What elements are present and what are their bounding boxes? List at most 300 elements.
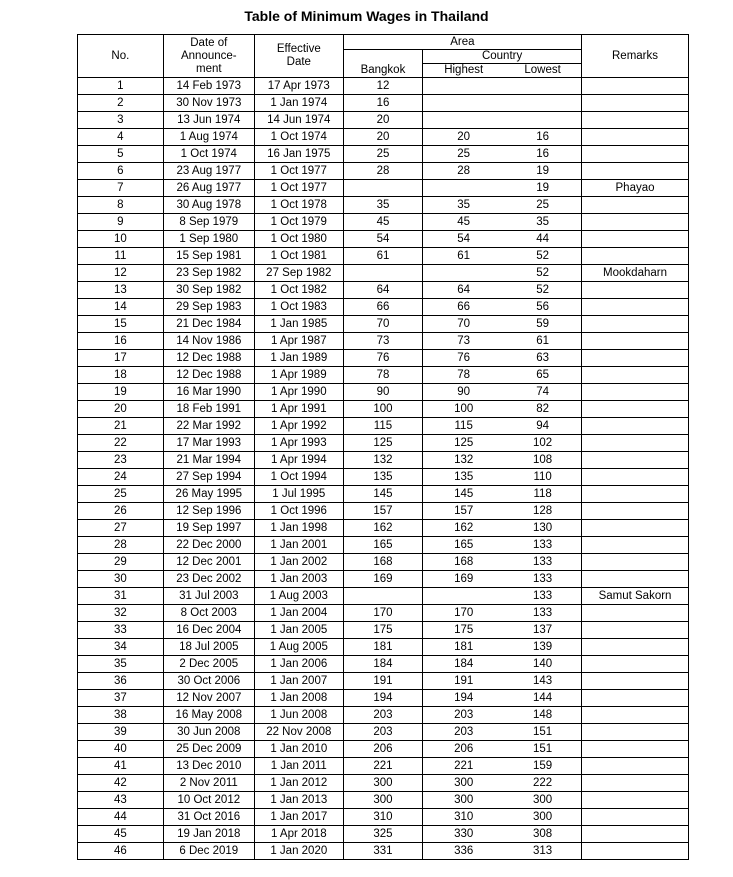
cell-bangkok: 66 xyxy=(343,299,422,316)
cell-country-lowest xyxy=(504,95,581,112)
cell-no: 3 xyxy=(78,112,164,129)
cell-country-lowest: 108 xyxy=(504,452,581,469)
cell-no: 13 xyxy=(78,282,164,299)
table-row xyxy=(78,299,689,316)
cell-remarks xyxy=(582,792,689,809)
cell-remarks: Phayao xyxy=(582,180,689,197)
cell-announcement-date: 19 Sep 1997 xyxy=(163,520,254,537)
table-row xyxy=(78,350,689,367)
table-row xyxy=(78,775,689,792)
table-row xyxy=(78,469,689,486)
cell-remarks xyxy=(582,452,689,469)
header-announcement-line-1: Date of xyxy=(190,36,228,49)
cell-country-highest: 157 xyxy=(423,503,505,520)
cell-country-highest: 45 xyxy=(423,214,505,231)
cell-country-highest: 54 xyxy=(423,231,505,248)
cell-effective-date: 1 Oct 1977 xyxy=(254,180,343,197)
cell-country-highest: 61 xyxy=(423,248,505,265)
cell-country-highest: 169 xyxy=(423,571,505,588)
cell-no: 29 xyxy=(78,554,164,571)
cell-country-highest: 206 xyxy=(423,741,505,758)
cell-effective-date: 1 Oct 1981 xyxy=(254,248,343,265)
cell-bangkok: 194 xyxy=(343,690,422,707)
table-row xyxy=(78,843,689,860)
cell-country-highest: 336 xyxy=(423,843,505,860)
cell-no: 4 xyxy=(78,129,164,146)
cell-country-highest xyxy=(423,265,505,282)
table-row xyxy=(78,690,689,707)
cell-announcement-date: 31 Jul 2003 xyxy=(163,588,254,605)
table-row xyxy=(78,231,689,248)
cell-country-highest: 330 xyxy=(423,826,505,843)
cell-country-highest: 115 xyxy=(423,418,505,435)
cell-no: 5 xyxy=(78,146,164,163)
cell-remarks xyxy=(582,95,689,112)
cell-remarks xyxy=(582,231,689,248)
cell-country-highest: 168 xyxy=(423,554,505,571)
cell-effective-date: 1 Apr 1993 xyxy=(254,435,343,452)
cell-no: 43 xyxy=(78,792,164,809)
cell-bangkok: 145 xyxy=(343,486,422,503)
cell-no: 46 xyxy=(78,843,164,860)
cell-country-highest: 310 xyxy=(423,809,505,826)
cell-remarks xyxy=(582,333,689,350)
cell-announcement-date: 23 Aug 1977 xyxy=(163,163,254,180)
cell-announcement-date: 23 Dec 2002 xyxy=(163,571,254,588)
cell-remarks xyxy=(582,520,689,537)
cell-country-lowest: 313 xyxy=(504,843,581,860)
cell-country-lowest xyxy=(504,112,581,129)
cell-bangkok: 175 xyxy=(343,622,422,639)
cell-no: 27 xyxy=(78,520,164,537)
table-row xyxy=(78,554,689,571)
cell-announcement-date: 16 Mar 1990 xyxy=(163,384,254,401)
cell-bangkok: 310 xyxy=(343,809,422,826)
cell-bangkok xyxy=(343,588,422,605)
cell-no: 39 xyxy=(78,724,164,741)
cell-bangkok: 170 xyxy=(343,605,422,622)
cell-effective-date: 1 Jun 2008 xyxy=(254,707,343,724)
header-effective-line-1: Effective xyxy=(276,43,321,55)
cell-effective-date: 1 Jan 1985 xyxy=(254,316,343,333)
cell-effective-date: 1 Jan 2004 xyxy=(254,605,343,622)
cell-country-highest: 64 xyxy=(423,282,505,299)
cell-effective-date: 22 Nov 2008 xyxy=(254,724,343,741)
cell-remarks xyxy=(582,367,689,384)
cell-effective-date: 1 Oct 1996 xyxy=(254,503,343,520)
cell-bangkok: 203 xyxy=(343,707,422,724)
table-row xyxy=(78,486,689,503)
cell-remarks xyxy=(582,401,689,418)
cell-no: 31 xyxy=(78,588,164,605)
cell-effective-date: 16 Jan 1975 xyxy=(254,146,343,163)
cell-country-highest: 221 xyxy=(423,758,505,775)
table-row xyxy=(78,724,689,741)
cell-country-highest: 100 xyxy=(423,401,505,418)
cell-remarks xyxy=(582,316,689,333)
header-effective-line-2: Date xyxy=(286,56,311,68)
header-effective-date xyxy=(254,35,343,78)
cell-no: 42 xyxy=(78,775,164,792)
cell-announcement-date: 10 Oct 2012 xyxy=(163,792,254,809)
cell-country-lowest: 19 xyxy=(504,163,581,180)
cell-remarks: Mookdaharn xyxy=(582,265,689,282)
cell-country-lowest: 61 xyxy=(504,333,581,350)
cell-announcement-date: 13 Dec 2010 xyxy=(163,758,254,775)
cell-effective-date: 17 Apr 1973 xyxy=(254,78,343,95)
cell-remarks xyxy=(582,214,689,231)
cell-effective-date: 1 Oct 1978 xyxy=(254,197,343,214)
cell-no: 19 xyxy=(78,384,164,401)
cell-effective-date: 1 Oct 1994 xyxy=(254,469,343,486)
cell-no: 45 xyxy=(78,826,164,843)
cell-bangkok: 203 xyxy=(343,724,422,741)
cell-announcement-date: 18 Jul 2005 xyxy=(163,639,254,656)
cell-remarks xyxy=(582,741,689,758)
cell-announcement-date: 26 Aug 1977 xyxy=(163,180,254,197)
cell-effective-date: 1 Jan 2003 xyxy=(254,571,343,588)
cell-effective-date: 1 Jan 1998 xyxy=(254,520,343,537)
cell-remarks xyxy=(582,826,689,843)
table-row xyxy=(78,248,689,265)
cell-country-lowest: 52 xyxy=(504,248,581,265)
cell-bangkok: 64 xyxy=(343,282,422,299)
cell-announcement-date: 30 Aug 1978 xyxy=(163,197,254,214)
cell-country-lowest: 133 xyxy=(504,588,581,605)
cell-announcement-date: 29 Sep 1983 xyxy=(163,299,254,316)
cell-effective-date: 1 Oct 1977 xyxy=(254,163,343,180)
cell-no: 22 xyxy=(78,435,164,452)
cell-announcement-date: 22 Mar 1992 xyxy=(163,418,254,435)
table-row xyxy=(78,622,689,639)
cell-country-lowest: 140 xyxy=(504,656,581,673)
cell-remarks xyxy=(582,248,689,265)
cell-effective-date: 1 Jan 2011 xyxy=(254,758,343,775)
cell-no: 6 xyxy=(78,163,164,180)
cell-no: 37 xyxy=(78,690,164,707)
cell-no: 38 xyxy=(78,707,164,724)
cell-country-lowest: 74 xyxy=(504,384,581,401)
cell-no: 8 xyxy=(78,197,164,214)
cell-remarks xyxy=(582,571,689,588)
table-row xyxy=(78,282,689,299)
cell-country-highest: 35 xyxy=(423,197,505,214)
cell-country-lowest: 59 xyxy=(504,316,581,333)
table-header xyxy=(78,35,689,78)
cell-remarks xyxy=(582,554,689,571)
cell-country-highest: 125 xyxy=(423,435,505,452)
cell-country-lowest: 102 xyxy=(504,435,581,452)
header-highest: Highest xyxy=(423,64,505,78)
table-row xyxy=(78,180,689,197)
cell-effective-date: 1 Jan 2010 xyxy=(254,741,343,758)
table-row xyxy=(78,197,689,214)
cell-announcement-date: 12 Dec 1988 xyxy=(163,350,254,367)
cell-announcement-date: 2 Dec 2005 xyxy=(163,656,254,673)
cell-country-lowest: 16 xyxy=(504,146,581,163)
table-row xyxy=(78,129,689,146)
cell-bangkok: 162 xyxy=(343,520,422,537)
cell-no: 41 xyxy=(78,758,164,775)
cell-announcement-date: 14 Feb 1973 xyxy=(163,78,254,95)
cell-country-highest: 145 xyxy=(423,486,505,503)
cell-bangkok: 25 xyxy=(343,146,422,163)
cell-effective-date: 1 Apr 1994 xyxy=(254,452,343,469)
cell-no: 14 xyxy=(78,299,164,316)
cell-no: 20 xyxy=(78,401,164,418)
cell-country-highest: 165 xyxy=(423,537,505,554)
table-row xyxy=(78,520,689,537)
cell-bangkok: 125 xyxy=(343,435,422,452)
cell-country-highest: 191 xyxy=(423,673,505,690)
cell-effective-date: 1 Jan 2020 xyxy=(254,843,343,860)
cell-effective-date: 1 Apr 1992 xyxy=(254,418,343,435)
table-row xyxy=(78,333,689,350)
cell-announcement-date: 14 Nov 1986 xyxy=(163,333,254,350)
cell-bangkok xyxy=(343,265,422,282)
cell-announcement-date: 13 Jun 1974 xyxy=(163,112,254,129)
cell-country-lowest: 137 xyxy=(504,622,581,639)
cell-bangkok: 300 xyxy=(343,775,422,792)
cell-announcement-date: 16 Dec 2004 xyxy=(163,622,254,639)
cell-country-highest: 300 xyxy=(423,775,505,792)
table-row xyxy=(78,163,689,180)
cell-bangkok: 206 xyxy=(343,741,422,758)
cell-no: 15 xyxy=(78,316,164,333)
table-row xyxy=(78,112,689,129)
cell-announcement-date: 21 Dec 1984 xyxy=(163,316,254,333)
cell-country-lowest: 52 xyxy=(504,282,581,299)
cell-country-lowest: 94 xyxy=(504,418,581,435)
cell-remarks xyxy=(582,146,689,163)
cell-remarks xyxy=(582,163,689,180)
cell-no: 33 xyxy=(78,622,164,639)
cell-bangkok: 165 xyxy=(343,537,422,554)
cell-country-highest: 73 xyxy=(423,333,505,350)
cell-country-highest xyxy=(423,78,505,95)
table-row xyxy=(78,792,689,809)
header-announcement-line-2: Announce- xyxy=(180,49,237,62)
cell-no: 16 xyxy=(78,333,164,350)
cell-no: 44 xyxy=(78,809,164,826)
cell-no: 18 xyxy=(78,367,164,384)
cell-remarks xyxy=(582,469,689,486)
table-row xyxy=(78,588,689,605)
cell-remarks xyxy=(582,503,689,520)
cell-country-highest: 20 xyxy=(423,129,505,146)
table-row xyxy=(78,656,689,673)
cell-country-highest: 181 xyxy=(423,639,505,656)
cell-effective-date: 1 Apr 1987 xyxy=(254,333,343,350)
cell-no: 2 xyxy=(78,95,164,112)
cell-remarks xyxy=(582,537,689,554)
cell-announcement-date: 23 Sep 1982 xyxy=(163,265,254,282)
cell-country-highest xyxy=(423,180,505,197)
cell-effective-date: 1 Jan 1974 xyxy=(254,95,343,112)
table-row xyxy=(78,384,689,401)
cell-bangkok: 70 xyxy=(343,316,422,333)
cell-bangkok xyxy=(343,180,422,197)
cell-effective-date: 1 Oct 1982 xyxy=(254,282,343,299)
cell-effective-date: 27 Sep 1982 xyxy=(254,265,343,282)
cell-country-lowest: 151 xyxy=(504,741,581,758)
cell-effective-date: 1 Aug 2003 xyxy=(254,588,343,605)
cell-no: 11 xyxy=(78,248,164,265)
cell-no: 35 xyxy=(78,656,164,673)
cell-remarks xyxy=(582,673,689,690)
cell-bangkok: 115 xyxy=(343,418,422,435)
table-row xyxy=(78,503,689,520)
cell-bangkok: 35 xyxy=(343,197,422,214)
cell-country-lowest: 300 xyxy=(504,809,581,826)
cell-effective-date: 1 Jan 2001 xyxy=(254,537,343,554)
cell-effective-date: 1 Jan 2017 xyxy=(254,809,343,826)
cell-no: 28 xyxy=(78,537,164,554)
table-title: Table of Minimum Wages in Thailand xyxy=(244,8,489,24)
cell-bangkok: 78 xyxy=(343,367,422,384)
cell-bangkok: 135 xyxy=(343,469,422,486)
cell-no: 10 xyxy=(78,231,164,248)
cell-announcement-date: 18 Feb 1991 xyxy=(163,401,254,418)
cell-announcement-date: 27 Sep 1994 xyxy=(163,469,254,486)
cell-no: 30 xyxy=(78,571,164,588)
cell-bangkok: 168 xyxy=(343,554,422,571)
cell-bangkok: 132 xyxy=(343,452,422,469)
cell-bangkok: 100 xyxy=(343,401,422,418)
cell-country-lowest: 144 xyxy=(504,690,581,707)
table-row xyxy=(78,758,689,775)
cell-effective-date: 1 Jan 1989 xyxy=(254,350,343,367)
header-no: No. xyxy=(78,35,164,78)
cell-announcement-date: 26 May 1995 xyxy=(163,486,254,503)
cell-bangkok: 157 xyxy=(343,503,422,520)
cell-announcement-date: 19 Jan 2018 xyxy=(163,826,254,843)
cell-remarks xyxy=(582,843,689,860)
cell-country-lowest: 44 xyxy=(504,231,581,248)
cell-bangkok: 181 xyxy=(343,639,422,656)
table-row xyxy=(78,316,689,333)
cell-bangkok: 45 xyxy=(343,214,422,231)
cell-bangkok: 325 xyxy=(343,826,422,843)
cell-country-highest: 78 xyxy=(423,367,505,384)
cell-bangkok: 300 xyxy=(343,792,422,809)
cell-no: 36 xyxy=(78,673,164,690)
cell-no: 9 xyxy=(78,214,164,231)
cell-country-lowest: 148 xyxy=(504,707,581,724)
cell-country-lowest: 16 xyxy=(504,129,581,146)
cell-bangkok: 28 xyxy=(343,163,422,180)
cell-remarks: Samut Sakorn xyxy=(582,588,689,605)
cell-country-highest xyxy=(423,112,505,129)
header-announcement-line-3: ment xyxy=(196,62,222,75)
cell-no: 7 xyxy=(78,180,164,197)
cell-announcement-date: 30 Sep 1982 xyxy=(163,282,254,299)
cell-remarks xyxy=(582,775,689,792)
table-row xyxy=(78,78,689,95)
cell-country-highest xyxy=(423,588,505,605)
header-remarks: Remarks xyxy=(582,35,689,78)
cell-no: 40 xyxy=(78,741,164,758)
table-row xyxy=(78,146,689,163)
cell-bangkok: 54 xyxy=(343,231,422,248)
cell-announcement-date: 25 Dec 2009 xyxy=(163,741,254,758)
cell-remarks xyxy=(582,622,689,639)
table-row xyxy=(78,537,689,554)
cell-effective-date: 1 Jan 2012 xyxy=(254,775,343,792)
cell-country-highest: 203 xyxy=(423,724,505,741)
table-row xyxy=(78,605,689,622)
table-row xyxy=(78,809,689,826)
cell-country-highest: 300 xyxy=(423,792,505,809)
cell-remarks xyxy=(582,350,689,367)
table-row xyxy=(78,418,689,435)
cell-country-lowest: 65 xyxy=(504,367,581,384)
cell-country-highest: 66 xyxy=(423,299,505,316)
cell-announcement-date: 1 Aug 1974 xyxy=(163,129,254,146)
cell-announcement-date: 31 Oct 2016 xyxy=(163,809,254,826)
cell-remarks xyxy=(582,435,689,452)
cell-bangkok: 184 xyxy=(343,656,422,673)
cell-announcement-date: 30 Nov 1973 xyxy=(163,95,254,112)
cell-country-lowest: 130 xyxy=(504,520,581,537)
cell-bangkok: 73 xyxy=(343,333,422,350)
cell-bangkok: 61 xyxy=(343,248,422,265)
cell-remarks xyxy=(582,707,689,724)
cell-announcement-date: 8 Sep 1979 xyxy=(163,214,254,231)
cell-country-lowest: 308 xyxy=(504,826,581,843)
cell-remarks xyxy=(582,197,689,214)
cell-announcement-date: 30 Jun 2008 xyxy=(163,724,254,741)
table-row xyxy=(78,639,689,656)
table-row xyxy=(78,707,689,724)
cell-announcement-date: 12 Dec 2001 xyxy=(163,554,254,571)
cell-remarks xyxy=(582,78,689,95)
cell-announcement-date: 16 May 2008 xyxy=(163,707,254,724)
cell-remarks xyxy=(582,418,689,435)
cell-effective-date: 1 Jan 2002 xyxy=(254,554,343,571)
cell-country-lowest: 300 xyxy=(504,792,581,809)
table-row xyxy=(78,452,689,469)
cell-bangkok: 169 xyxy=(343,571,422,588)
cell-country-lowest: 35 xyxy=(504,214,581,231)
cell-country-highest: 76 xyxy=(423,350,505,367)
table-body xyxy=(78,78,689,860)
cell-country-highest: 28 xyxy=(423,163,505,180)
cell-country-lowest: 110 xyxy=(504,469,581,486)
cell-announcement-date: 15 Sep 1981 xyxy=(163,248,254,265)
cell-country-lowest: 25 xyxy=(504,197,581,214)
cell-announcement-date: 1 Oct 1974 xyxy=(163,146,254,163)
table-row xyxy=(78,265,689,282)
cell-effective-date: 1 Aug 2005 xyxy=(254,639,343,656)
cell-announcement-date: 12 Nov 2007 xyxy=(163,690,254,707)
cell-effective-date: 1 Jan 2013 xyxy=(254,792,343,809)
cell-announcement-date: 17 Mar 1993 xyxy=(163,435,254,452)
cell-effective-date: 1 Oct 1980 xyxy=(254,231,343,248)
cell-country-lowest: 133 xyxy=(504,605,581,622)
cell-country-lowest xyxy=(504,78,581,95)
cell-country-lowest: 151 xyxy=(504,724,581,741)
cell-country-highest: 132 xyxy=(423,452,505,469)
cell-country-highest: 170 xyxy=(423,605,505,622)
table-row xyxy=(78,673,689,690)
cell-bangkok: 12 xyxy=(343,78,422,95)
cell-bangkok: 76 xyxy=(343,350,422,367)
cell-country-highest: 25 xyxy=(423,146,505,163)
cell-remarks xyxy=(582,758,689,775)
cell-remarks xyxy=(582,282,689,299)
table-row xyxy=(78,741,689,758)
